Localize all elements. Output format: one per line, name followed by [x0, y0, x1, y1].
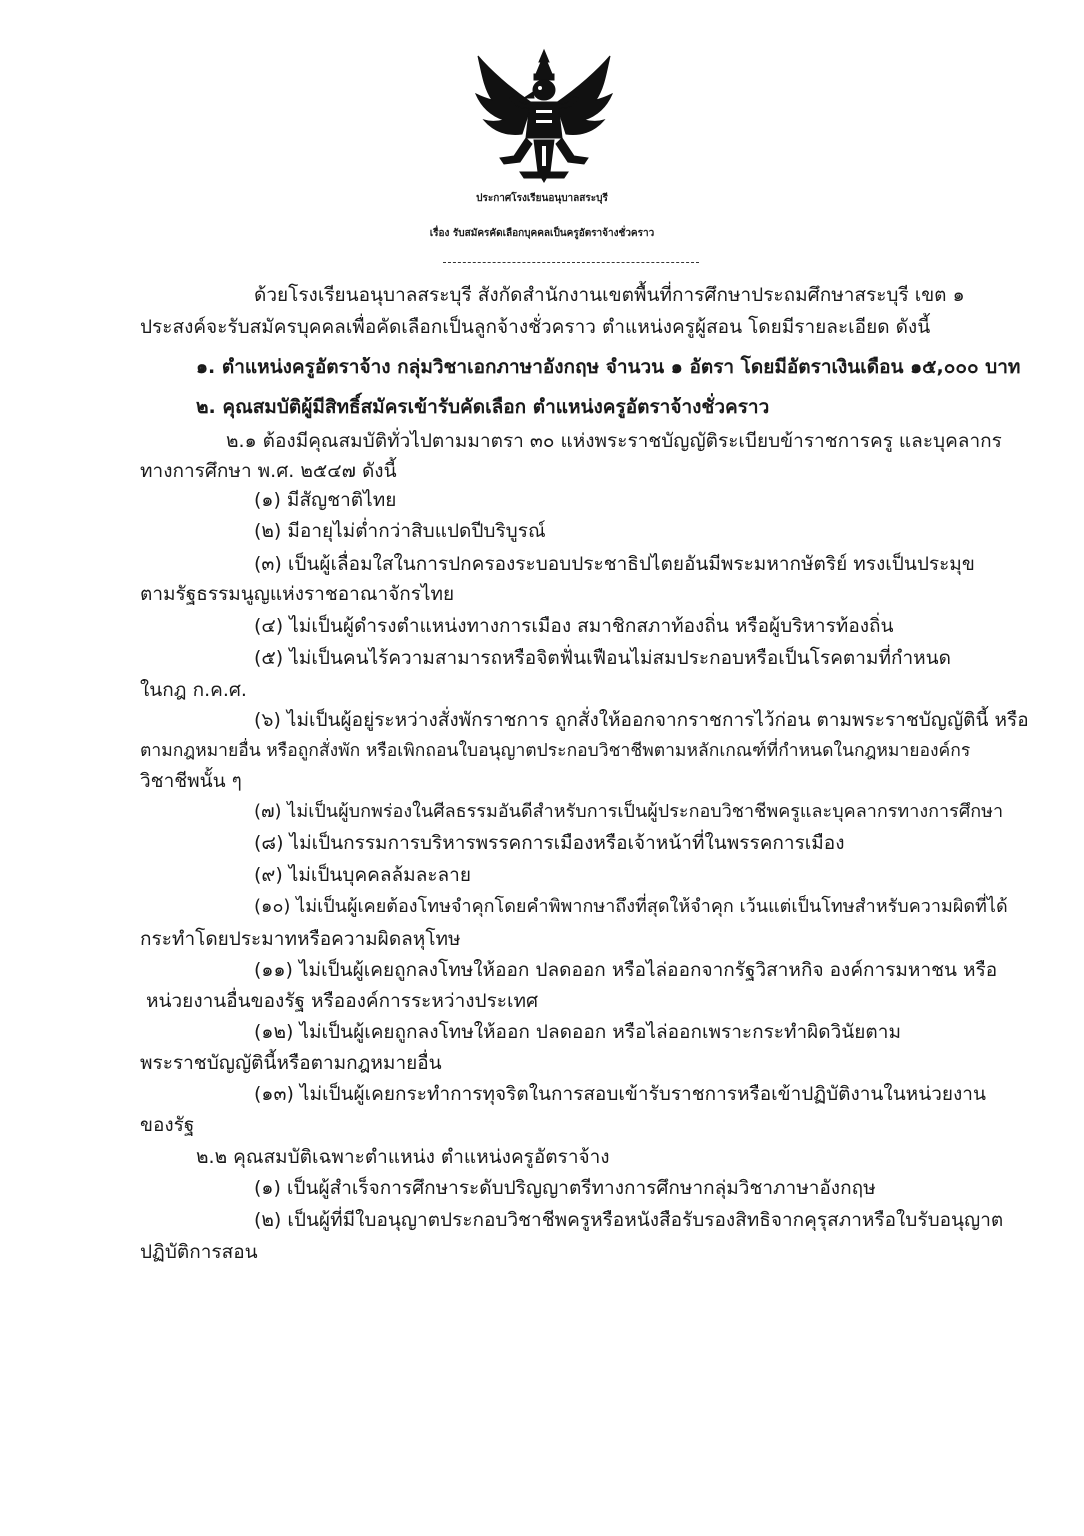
qualification-item-cont: ของรัฐ — [140, 1114, 195, 1136]
qualification-item: (๘) ไม่เป็นกรรมการบริหารพรรคการเมืองหรือเจ้าหน้าที่ในพรรคการเมือง — [254, 832, 845, 854]
qualification-item: (๔) ไม่เป็นผู้ดำรงตำแหน่งทางการเมือง สมาชิกสภาท้องถิ่น หรือผู้บริหารท้องถิ่น — [254, 615, 894, 637]
qualification-item: (๑๐) ไม่เป็นผู้เคยต้องโทษจำคุกโดยคำพิพากษาถึงที่สุดให้จำคุก เว้นแต่เป็นโทษสำหรับความผิดที่ได้ — [254, 896, 1008, 917]
section-2-heading: ๒. คุณสมบัติผู้มีสิทธิ์สมัครเข้ารับคัดเลือก ตำแหน่งครูอัตราจ้างชั่วคราว — [196, 396, 770, 418]
qualification-item: (๑) มีสัญชาติไทย — [254, 489, 397, 511]
intro-line: ประสงค์จะรับสมัครบุคคลเพื่อคัดเลือกเป็นลูกจ้างชั่วคราว ตำแหน่งครูผู้สอน โดยมีรายละเอียด ดังนี้ — [140, 316, 931, 338]
intro-line: ด้วยโรงเรียนอนุบาลสระบุรี สังกัดสำนักงานเขตพื้นที่การศึกษาประถมศึกษาสระบุรี เขต ๑ — [254, 284, 965, 306]
title-divider — [443, 262, 699, 263]
specific-qualification-item: (๑) เป็นผู้สำเร็จการศึกษาระดับปริญญาตรีทางการศึกษากลุ่มวิชาภาษาอังกฤษ — [254, 1177, 876, 1199]
qualification-item-cont: ในกฎ ก.ค.ศ. — [140, 679, 247, 701]
specific-qualification-item-cont: ปฏิบัติการสอน — [140, 1241, 258, 1263]
subsection-2-2: ๒.๒ คุณสมบัติเฉพาะตำแหน่ง ตำแหน่งครูอัตราจ้าง — [196, 1146, 610, 1168]
qualification-item-cont: ตามกฎหมายอื่น หรือถูกสั่งพัก หรือเพิกถอนใบอนุญาตประกอบวิชาชีพตามหลักเกณฑ์ที่กำหนดในกฎหมายองค์กร — [140, 741, 971, 761]
qualification-item: (๖) ไม่เป็นผู้อยู่ระหว่างสั่งพักราชการ ถูกสั่งให้ออกจากราชการไว้ก่อน ตามพระราชบัญญัตินี้ หรือ — [254, 709, 1029, 731]
document-title: ประกาศโรงเรียนอนุบาลสระบุรี — [476, 193, 608, 204]
qualification-item-cont: ตามรัฐธรรมนูญแห่งราชอาณาจักรไทย — [140, 583, 455, 605]
qualification-item: (๗) ไม่เป็นผู้บกพร่องในศีลธรรมอันดีสำหรับการเป็นผู้ประกอบวิชาชีพครูและบุคลากรทางการศึกษา — [254, 801, 1004, 822]
qualification-item: (๓) เป็นผู้เลื่อมใสในการปกครองระบอบประชาธิปไตยอันมีพระมหากษัตริย์ ทรงเป็นประมุข — [254, 553, 975, 575]
qualification-item: (๒) มีอายุไม่ต่ำกว่าสิบแปดปีบริบูรณ์ — [254, 520, 546, 542]
subsection-2-1: ๒.๑ ต้องมีคุณสมบัติทั่วไปตามมาตรา ๓๐ แห่งพระราชบัญญัติระเบียบข้าราชการครู และบุคลากร — [226, 430, 1002, 452]
qualification-item: (๕) ไม่เป็นคนไร้ความสามารถหรือจิตฟั่นเฟือนไม่สมประกอบหรือเป็นโรคตามที่กำหนด — [254, 647, 951, 669]
qualification-item-cont: วิชาชีพนั้น ๆ — [140, 770, 242, 792]
qualification-item: (๙) ไม่เป็นบุคคลล้มละลาย — [254, 864, 471, 886]
section-1-heading: ๑. ตำแหน่งครูอัตราจ้าง กลุ่มวิชาเอกภาษาอังกฤษ จำนวน ๑ อัตรา โดยมีอัตราเงินเดือน ๑๕,๐๐๐ บาท — [196, 356, 1021, 378]
qualification-item: (๑๒) ไม่เป็นผู้เคยถูกลงโทษให้ออก ปลดออก หรือไล่ออกเพราะกระทำผิดวินัยตาม — [254, 1021, 901, 1043]
subsection-2-1-cont: ทางการศึกษา พ.ศ. ๒๕๔๗ ดังนี้ — [140, 460, 397, 482]
qualification-item: (๑๑) ไม่เป็นผู้เคยถูกลงโทษให้ออก ปลดออก หรือไล่ออกจากรัฐวิสาหกิจ องค์การมหาชน หรือ — [254, 959, 998, 981]
specific-qualification-item: (๒) เป็นผู้ที่มีใบอนุญาตประกอบวิชาชีพครูหรือหนังสือรับรองสิทธิจากคุรุสภาหรือใบรับอนุญาต — [254, 1209, 1004, 1231]
qualification-item-cont: พระราชบัญญัตินี้หรือตามกฎหมายอื่น — [140, 1052, 442, 1074]
qualification-item-cont: หน่วยงานอื่นของรัฐ หรือองค์การระหว่างประเทศ — [146, 990, 539, 1012]
document-subject: เรื่อง รับสมัครคัดเลือกบุคคลเป็นครูอัตราจ้างชั่วคราว — [429, 228, 655, 239]
garuda-emblem-icon — [470, 48, 618, 188]
qualification-item-cont: กระทำโดยประมาทหรือความผิดลหุโทษ — [140, 928, 461, 950]
qualification-item: (๑๓) ไม่เป็นผู้เคยกระทำการทุจริตในการสอบเข้ารับราชการหรือเข้าปฏิบัติงานในหน่วยงาน — [254, 1083, 986, 1105]
